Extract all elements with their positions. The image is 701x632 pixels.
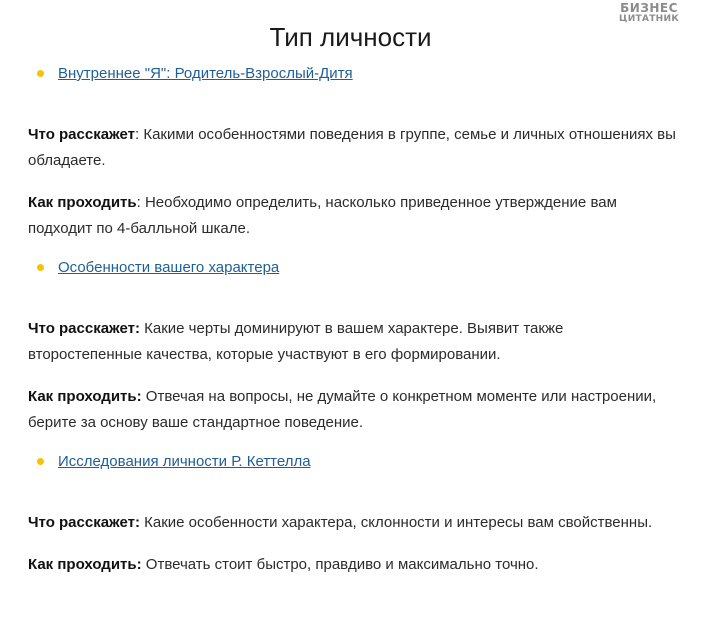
test-link[interactable]: Исследования личности Р. Кеттелла [58, 453, 311, 470]
test-link-row [28, 452, 678, 472]
how-to-take-paragraph [28, 552, 678, 578]
test-section-1 [28, 64, 678, 242]
bullet-icon [37, 458, 44, 465]
bullet-icon [37, 70, 44, 77]
bullet-icon [37, 264, 44, 271]
how-to-take-text: Отвечая на вопросы, не думайте о конкретном моменте или настроении, берите за основу ваше стандартное поведение. [28, 388, 657, 431]
what-it-tells-text: : Какими особенностями поведения в группе, семье и личных отношениях вы обладаете. [28, 126, 676, 169]
what-it-tells-paragraph [28, 510, 678, 536]
what-it-tells-paragraph [28, 122, 678, 174]
test-link[interactable]: Внутреннее "Я": Родитель-Взрослый-Дитя [58, 65, 353, 82]
watermark-line2: ЦИТАТНИК [619, 14, 679, 24]
how-to-take-label: Как проходить: [28, 388, 142, 405]
test-section-3 [28, 452, 678, 578]
watermark-line1: БИЗНЕС [620, 1, 678, 15]
how-to-take-text: : Необходимо определить, насколько приведенное утверждение вам подходит по 4-балльной шкале. [28, 194, 617, 237]
test-link[interactable]: Особенности вашего характера [58, 259, 280, 276]
how-to-take-label: Как проходить [28, 194, 137, 211]
what-it-tells-label: Что расскажет: [28, 320, 140, 337]
what-it-tells-text: Какие черты доминируют в вашем характере. Выявит также второстепенные качества, которые участвуют в его формировании. [28, 320, 564, 363]
what-it-tells-text: Какие особенности характера, склонности и интересы вам свойственны. [139, 514, 653, 531]
test-section-2 [28, 258, 678, 436]
page-title: Тип личности [269, 22, 432, 52]
how-to-take-paragraph [28, 190, 678, 242]
what-it-tells-label: Что расскажет [28, 126, 135, 143]
how-to-take-paragraph [28, 384, 678, 436]
what-it-tells-paragraph [28, 316, 678, 368]
what-it-tells-label: Что расскажет: [28, 514, 140, 531]
test-link-row [28, 258, 678, 278]
test-link-row [28, 64, 678, 84]
how-to-take-label: Как проходить: [28, 556, 142, 573]
how-to-take-text: Отвечать стоит быстро, правдиво и максимально точно. [141, 556, 539, 573]
